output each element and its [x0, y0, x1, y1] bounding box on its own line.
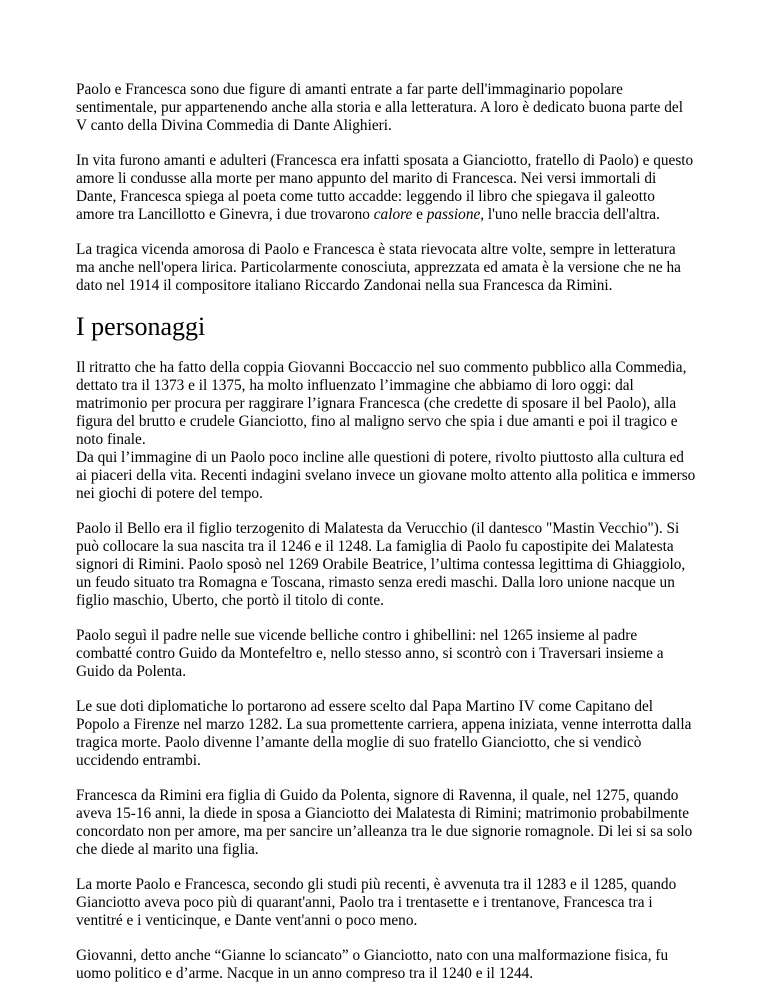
emphasis-calore: calore [373, 206, 413, 223]
intro-paragraph-2 [76, 152, 696, 224]
intro-paragraph-2-text-b: e [412, 206, 427, 223]
section-paragraph-1 [76, 359, 696, 503]
section-paragraph-3: Paolo seguì il padre nelle sue vicende belliche contro i ghibellini: nel 1265 insieme al padre combatté contro Guido da Montefeltro e, nello stesso anno, si scontrò con i Traversari insieme a Guido da Polenta. [76, 627, 664, 680]
emphasis-passione: passione [426, 206, 481, 223]
section-paragraph-2: Paolo il Bello era il figlio terzogenito di Malatesta da Verucchio (il dantesco "Mastin Vecchio"). Si può collocare la sua nascita tra il 1246 e il 1248. La famiglia di Paolo fu capostipite dei Malatesta signori di Rimini. Paolo sposò nel 1269 Orabile Beatrice, l’ultima contessa legittima di Ghiaggiolo, un feudo situato tra Romagna e Toscana, rimasto senza eredi maschi. Dalla loro unione nacque un figlio maschio, Uberto, che portò il titolo di conte. [76, 520, 686, 609]
intro-paragraph-2-text-a: In vita furono amanti e adulteri (Francesca era infatti sposata a Gianciotto, fratello di Paolo) e questo amore li condusse alla morte per mano appunto del marito di Francesca. Nei versi immortali di Dante, Francesca spiega al poeta come tutto accadde: leggendo il libro che spiegava il galeotto amore tra Lancillotto e Ginevra, i due trovarono [76, 152, 694, 223]
section-heading: I personaggi [76, 312, 206, 341]
section-paragraph-1-line-a: Il ritratto che ha fatto della coppia Giovanni Boccaccio nel suo commento pubblico alla Commedia, dettato tra il 1373 e il 1375, ha molto influenzato l’immagine che abbiamo di loro oggi: dal matrimonio per procura per raggirare l’ignara Francesca (che credette di sposare il bel Paolo), alla figura del brutto e crudele Gianciotto, fino al maligno servo che spia i due amanti e poi il tragico e noto finale. [76, 359, 687, 448]
section-paragraph-7: Giovanni, detto anche “Gianne lo sciancato” o Gianciotto, nato con una malformazione fisica, fu uomo politico e d’arme. Nacque in un anno compreso tra il 1240 e il 1244. [76, 947, 669, 982]
section-paragraph-4: Le sue doti diplomatiche lo portarono ad essere scelto dal Papa Martino IV come Capitano del Popolo a Firenze nel marzo 1282. La sua promettente carriera, appena iniziata, venne interrotta dalla tragica morte. Paolo divenne l’amante della moglie di suo fratello Gianciotto, che si vendicò uccidendo entrambi. [76, 698, 692, 769]
intro-paragraph-3: La tragica vicenda amorosa di Paolo e Francesca è stata rievocata altre volte, sempre in letteratura ma anche nell'opera lirica. Particolarmente conosciuta, apprezzata ed amata è la versione che ne ha dato nel 1914 il compositore italiano Riccardo Zandonai nella sua Francesca da Rimini. [76, 241, 681, 294]
document-page [76, 81, 696, 1000]
intro-paragraph-2-text-c: , l'uno nelle braccia dell'altra. [480, 206, 660, 223]
section-paragraph-1-line-b: Da qui l’immagine di un Paolo poco incline alle questioni di potere, rivolto piuttosto alla cultura ed ai piaceri della vita. Recenti indagini svelano invece un giovane molto attento alla politica e immerso nei giochi di potere del tempo. [76, 449, 696, 502]
intro-paragraph-1: Paolo e Francesca sono due figure di amanti entrate a far parte dell'immaginario popolare sentimentale, pur appartenendo anche alla storia e alla letteratura. A loro è dedicato buona parte del V canto della Divina Commedia di Dante Alighieri. [76, 81, 683, 134]
section-paragraph-6: La morte Paolo e Francesca, secondo gli studi più recenti, è avvenuta tra il 1283 e il 1285, quando Gianciotto aveva poco più di quarant'anni, Paolo tra i trentasette e i trentanove, Francesca tra i ventitré e i venticinque, e Dante vent'anni o poco meno. [76, 876, 677, 929]
section-paragraph-5: Francesca da Rimini era figlia di Guido da Polenta, signore di Ravenna, il quale, nel 1275, quando aveva 15-16 anni, la diede in sposa a Gianciotto dei Malatesta di Rimini; matrimonio probabilmente concordato non per amore, ma per sancire un’alleanza tra le due signorie romagnole. Di lei si sa solo che diede al marito una figlia. [76, 787, 693, 858]
